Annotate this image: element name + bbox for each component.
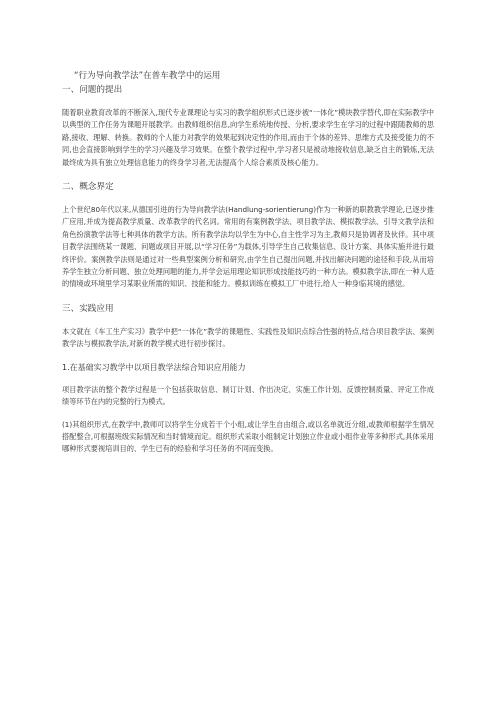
section-heading-problem: 一、问题的提出 [62, 85, 123, 95]
section-heading-practice: 三、实践应用 [62, 303, 114, 314]
section-heading-concept: 二、概念界定 [62, 182, 114, 193]
paragraph-problem: 随着职业教育改革的不断深入,现代专业课理论与实习的教学组织形式已逐步被“一体化”模块教学替代,即在实际教学中以典型的工作任务为课题开展教学。由教师组织信息,向学生系统地传授、分析,要求学生在学习的过程中跟随教师的思路,接收、理解、转换。教师的个人能力对教学的效果起到决定性的作用,而由于个体的差异、思维方式及接受能力的不同,也会直接影响到学生的学习兴趣及学习效果。在整个教学过程中,学习者只是被动地接收信息,缺乏自主的锻炼,无法最终成为具有独立处理信息能力的终身学习者,无法提高个人综合素质及核心能力。 [62, 108, 434, 167]
paragraph-organization: (1)其组织形式,在教学中,教师可以将学生分成若干个小组,或让学生自由组合,或以名单就近分组,或教师根据学生情况搭配整合,可根据班级实际情况和当时情境而定。组织形式采取小组制定计划独立作业或小组作业等多种形式,具体采用哪种形式要视培训目的、学生已有的经验和学习任务的不同而变换。 [62, 419, 434, 454]
subsection-heading: 1.在基础实习教学中以项目教学法综合知识应用能力 [62, 362, 246, 372]
document-title: “行为导向教学法”在普车教学中的运用 [74, 71, 221, 81]
paragraph-practice: 本文就在《车工生产实习》教学中把“一体化”教学的课题性、实践性及知识点综合性强的特点,结合项目教学法、案例教学法与模拟教学法,对新的教学模式进行初步探讨。 [62, 326, 434, 349]
paragraph-concept: 上个世纪80年代以来,从德国引进的行为导向教学法(Handlung-sorientierung)作为一种新的职教教学理论,已逐步推广应用,并成为提高教学质量、改革教学的代名词。常用的有案例教学法、项目教学法、模拟教学法、引导文教学法和角色扮演教学法等七种具体的教学方法。所有教学法均以学生为中心,自主性学习为主,教师只是协调者及伙伴。其中项目教学法围绕某一课题、问题或项目开展,以“学习任务”为载体,引导学生自己收集信息、设计方案、具体实施并进行最终评价。案例教学法则是通过对一些典型案例分析和研究,由学生自己提出问题,并找出解决问题的途径和手段,从而培养学生独立分析问题、独立处理问题的能力,并学会运用理论知识形成技能技巧的一种方法。模拟教学法,即在一种人造的情境或环境里学习某职业所需的知识、技能和能力。模拟训练在模拟工厂中进行,给人一种身临其境的感觉。 [62, 205, 434, 289]
paragraph-project-method: 项目教学法的整个教学过程是一个包括获取信息、制订计划、作出决定、实施工作计划、反馈控制质量、评定工作成绩等环节在内的完整的行为模式。 [62, 384, 434, 407]
document-page [62, 70, 434, 456]
